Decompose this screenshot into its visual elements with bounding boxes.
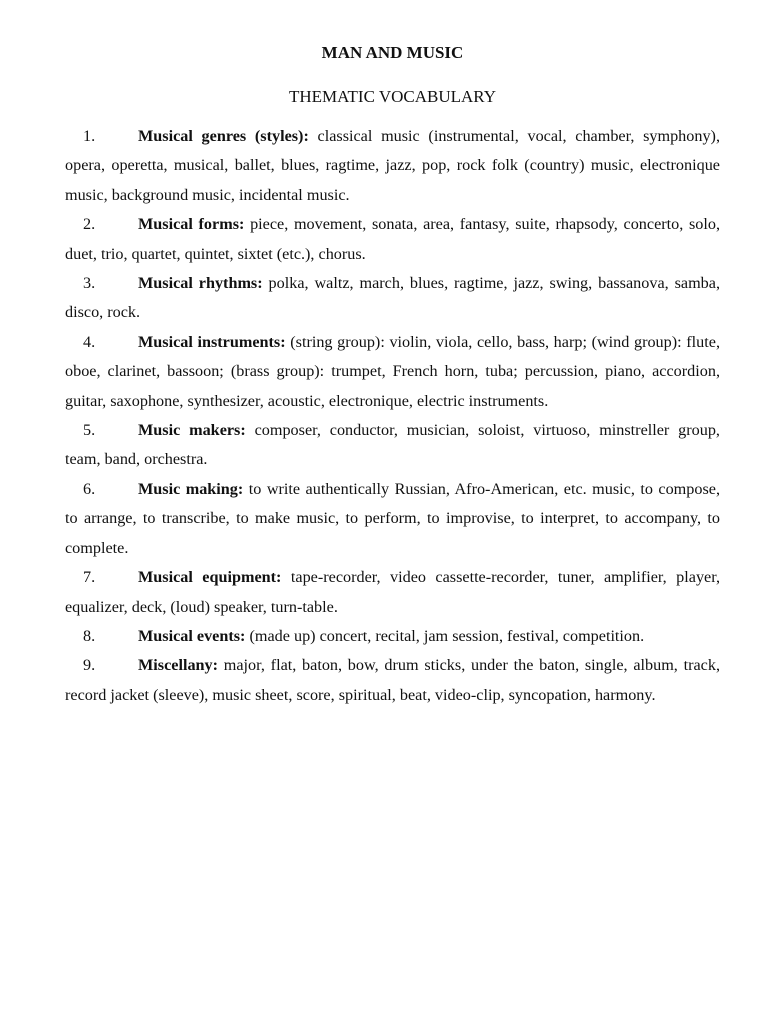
item-number: 8. <box>83 626 96 645</box>
item-text: to write authentically Russian, Afro-American, etc. music, to compose, to arrange, to transcribe, to make music, to perform, to improvise, to interpret, to accompany, to complete. <box>65 479 720 557</box>
document-subtitle: THEMATIC VOCABULARY <box>288 87 496 106</box>
item-text: polka, waltz, march, blues, ragtime, jazz, swing, bassanova, samba, disco, rock. <box>65 274 720 322</box>
item-term: Musical genres (styles): <box>138 127 309 145</box>
vocabulary-item <box>65 210 720 269</box>
vocabulary-item <box>65 651 720 710</box>
vocabulary-item <box>65 122 720 210</box>
item-text: piece, movement, sonata, area, fantasy, suite, rhapsody, concerto, solo, duet, trio, quartet, quintet, sixtet (etc.), chorus. <box>65 215 720 263</box>
item-text: major, flat, baton, bow, drum sticks, under the baton, single, album, track, record jacket (sleeve), music sheet, score, spiritual, beat, video-clip, syncopation, harmony. <box>65 656 720 704</box>
item-term: Musical rhythms: <box>138 274 263 293</box>
item-text: composer, conductor, musician, soloist, virtuoso, minstreller group, team, band, orchestra. <box>65 421 720 469</box>
item-number: 7. <box>83 568 96 587</box>
document-title: MAN AND MUSIC <box>321 43 464 62</box>
item-number: 4. <box>83 332 96 351</box>
item-text: tape-recorder, video cassette-recorder, tuner, amplifier, player, equalizer, deck, (loud) speaker, turn-table. <box>65 568 721 616</box>
vocabulary-item <box>65 563 720 622</box>
item-number: 1. <box>83 127 96 145</box>
item-number: 2. <box>83 215 96 234</box>
vocabulary-item <box>65 328 720 416</box>
item-term: Musical forms: <box>138 215 245 234</box>
item-number: 9. <box>83 656 96 675</box>
item-number: 5. <box>83 421 96 440</box>
item-text: (made up) concert, recital, jam session, festival, competition. <box>245 626 645 645</box>
item-number: 6. <box>83 479 96 498</box>
item-number: 3. <box>83 274 96 293</box>
item-term: Musical events: <box>138 626 246 645</box>
item-term: Musical instruments: <box>138 332 286 351</box>
item-term: Music making: <box>138 479 244 498</box>
item-term: Music makers: <box>138 421 246 440</box>
vocabulary-item <box>65 269 720 328</box>
item-term: Musical equipment: <box>138 568 282 587</box>
vocabulary-item <box>65 416 720 475</box>
vocabulary-item <box>65 475 720 563</box>
item-text: (string group): violin, viola, cello, bass, harp; (wind group): flute, oboe, clarinet, bassoon; (brass group): trumpet, French horn, tuba; percussion, piano, accordion, guitar, saxophone, synthesizer, acoustic, electronique, electric instruments. <box>65 332 720 410</box>
vocabulary-list <box>65 122 720 710</box>
item-term: Miscellany: <box>138 656 219 675</box>
vocabulary-item <box>65 622 720 651</box>
item-text: classical music (instrumental, vocal, chamber, symphony), opera, operetta, musical, ballet, blues, ragtime, jazz, pop, rock folk (country) music, electronique music, background music, incidental music. <box>65 127 720 204</box>
